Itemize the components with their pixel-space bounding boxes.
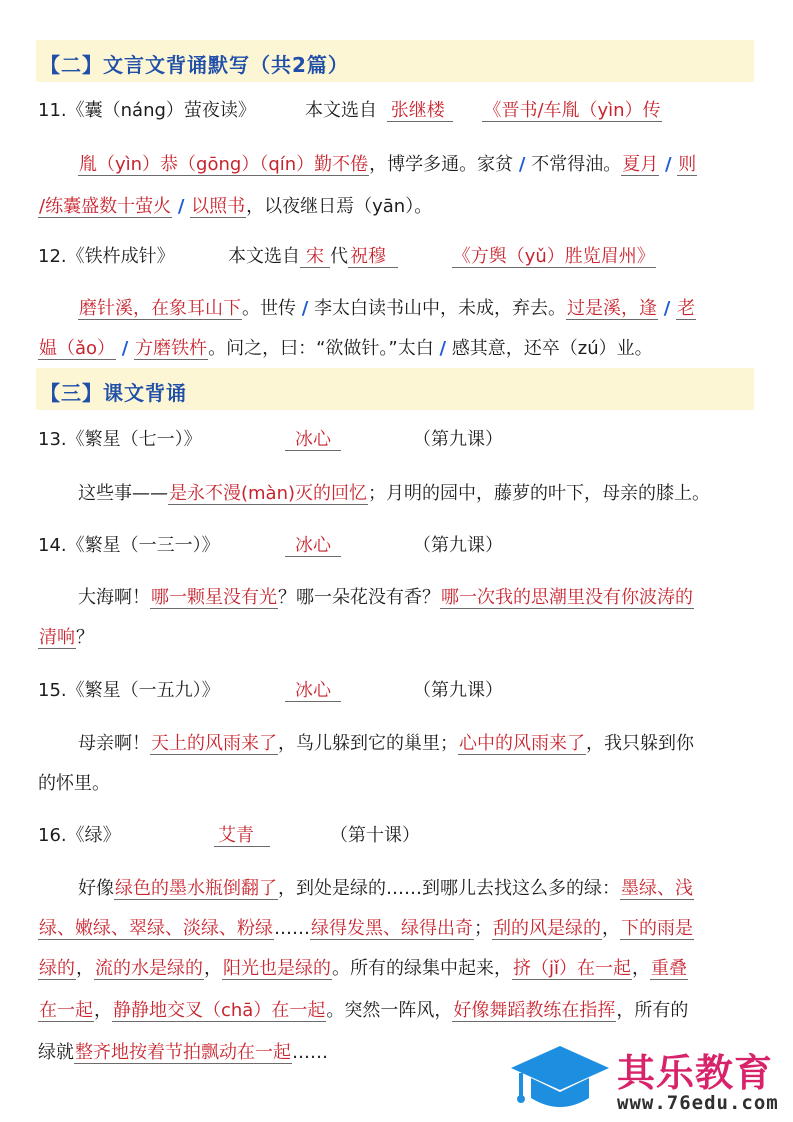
answer: 好像舞蹈教练在指挥 [453,1000,616,1021]
q16-text-line-4 [38,999,688,1023]
q13-text [78,482,710,506]
text: ， [76,958,94,979]
lesson: （第九课） [413,535,503,556]
q12-text-line-1 [78,297,696,321]
divider: / [518,154,526,175]
answer: 静静地交叉（chā）在一起 [113,1000,326,1021]
answer: 绿得发黑、绿得出奇 [311,918,473,939]
text: 好像 [78,878,114,899]
q16-author [214,824,270,848]
q16-text-line-5 [38,1041,328,1065]
q12-book: 《方舆（yǔ）胜览眉州》 [452,246,655,267]
answer: /练囊盛数十萤火 [39,196,172,217]
answer: 绿、嫩绿、翠绿、淡绿、粉绿 [39,918,273,939]
q16-text-line-3 [38,957,688,981]
logo-url: www.76edu.com [617,1092,779,1114]
text: ，鸟儿躲到它的巢里； [278,733,458,754]
q16-title [38,824,121,848]
q14-text-line-2 [38,626,94,650]
answer: 绿色的墨水瓶倒翻了 [115,878,277,899]
q11-source-line [305,99,662,123]
text: ，到处是绿的……到哪儿去找这么多的绿： [278,878,620,899]
text: 大海啊！ [78,587,150,608]
lesson: （第十课） [330,825,420,846]
section-title: 【三】课文背诵 [40,381,187,405]
answer: 过是溪，逢 [567,298,658,319]
answer: 方磨铁杵 [135,338,208,359]
answer: 重叠 [651,958,688,979]
title: 13.《繁星（七一）》 [38,429,202,450]
text: 。问之，曰：“欲做针。”太白 [208,338,434,359]
q16-text-line-2 [38,917,694,941]
author: 冰心 [285,429,341,451]
text: 代 [330,246,348,267]
answer: 挤（jǐ）在一起 [513,958,632,979]
divider: / [439,338,447,359]
text: 这些事—— [78,483,168,504]
divider: / [177,196,185,217]
answer: 天上的风雨来了 [151,733,277,754]
section-title: 【二】文言文背诵默写（共2篇） [40,53,349,77]
answer: 是永不漫(màn)灭的回忆 [169,483,368,504]
author: 艾青 [214,825,270,847]
answer: 心中的风雨来了 [459,733,585,754]
q12-dynasty: 宋 [300,246,330,268]
answer: 以照书 [191,196,246,217]
text: ， [632,958,651,979]
q11-text-line-1 [78,153,697,177]
author: 冰心 [285,535,341,557]
divider: / [664,154,672,175]
q14-text-line-1 [78,586,694,610]
q16-lesson [330,824,420,848]
answer: 媪（ǎo） [39,338,116,359]
graduation-cap-icon [505,1038,615,1118]
q15-title [38,679,220,703]
answer: 哪一次我的思潮里没有你波涛的 [441,587,693,608]
q14-author [285,534,341,558]
text: ，博学多通。家贫 [369,154,514,175]
watermark-logo [505,1038,790,1118]
q12-title-line [38,245,175,269]
text: 绿就 [38,1042,74,1063]
divider: / [121,338,129,359]
q11-author: 张继楼 [387,100,453,122]
text: 李太白读书山中，未成，弃去。 [314,298,567,319]
source-label: 本文选自 [305,100,377,121]
text: …… [274,918,310,939]
text: ？哪一朵花没有香？ [278,587,440,608]
answer: 则 [678,154,697,175]
q12-text-line-2 [38,337,653,361]
title: 14.《繁星（一三一）》 [38,535,220,556]
answer: 胤（yìn）恭（gōng）（qín）勤不倦 [79,154,369,175]
text: ，所有的 [616,1000,689,1021]
text: ； [474,918,492,939]
q12-source-line [228,245,656,269]
text: ，我只躲到你 [586,733,694,754]
q14-lesson [413,534,503,558]
q16-text-line-1 [78,877,694,901]
text: 不常得油。 [531,154,622,175]
q12-author: 祝穆 [348,246,398,268]
q15-text-line-2 [38,772,110,796]
q15-author [285,679,341,703]
q15-text-line-1 [78,732,694,756]
q11-book: 《晋书/车胤（yìn）传 [483,100,661,121]
section-header-3 [36,368,754,410]
q13-author [285,428,341,452]
logo-name: 其乐教育 [617,1051,774,1095]
q12-title: 12.《铁杵成针》 [38,246,175,267]
text: ？ [76,627,94,648]
answer: 夏月 [622,154,659,175]
q11-text-line-2 [38,195,432,219]
q14-title [38,534,220,558]
answer: 绿的 [39,958,75,979]
q13-title [38,428,202,452]
answer: 流的水是绿的 [95,958,203,979]
answer: 磨针溪，在象耳山下 [79,298,241,319]
text: 。世传 [242,298,296,319]
answer: 墨绿、浅 [621,878,693,899]
q11-title-line [38,99,256,123]
answer: 哪一颗星没有光 [151,587,277,608]
answer: 老 [677,298,696,319]
text: 。突然一阵风， [326,1000,453,1021]
answer: 整齐地按着节拍飘动在一起 [75,1042,291,1063]
text: ；月明的园中，藤萝的叶下，母亲的膝上。 [368,483,711,504]
text: ， [204,958,222,979]
answer: 在一起 [39,1000,93,1021]
q11-title: 11.《囊（náng）萤夜读》 [38,100,256,121]
divider: / [301,298,309,319]
answer: 阳光也是绿的 [223,958,331,979]
text: 的怀里。 [38,773,110,794]
text: 感其意，还卒（zú）业。 [451,338,653,359]
q13-lesson [413,428,503,452]
text: ， [602,918,620,939]
title: 15.《繁星（一五九）》 [38,680,220,701]
divider: / [663,298,671,319]
text: ，以夜继日焉（yān）。 [246,196,433,217]
source-label: 本文选自 [228,246,300,267]
text: …… [292,1042,328,1063]
text: 。所有的绿集中起来， [332,958,512,979]
lesson: （第九课） [413,680,503,701]
answer: 清响 [39,627,75,648]
section-header-2 [36,40,754,82]
text: ， [94,1000,112,1021]
text: 母亲啊！ [78,733,150,754]
q15-lesson [413,679,503,703]
author: 冰心 [285,680,341,702]
answer: 下的雨是 [621,918,693,939]
lesson: （第九课） [413,429,503,450]
answer: 刮的风是绿的 [493,918,601,939]
title: 16.《绿》 [38,825,121,846]
